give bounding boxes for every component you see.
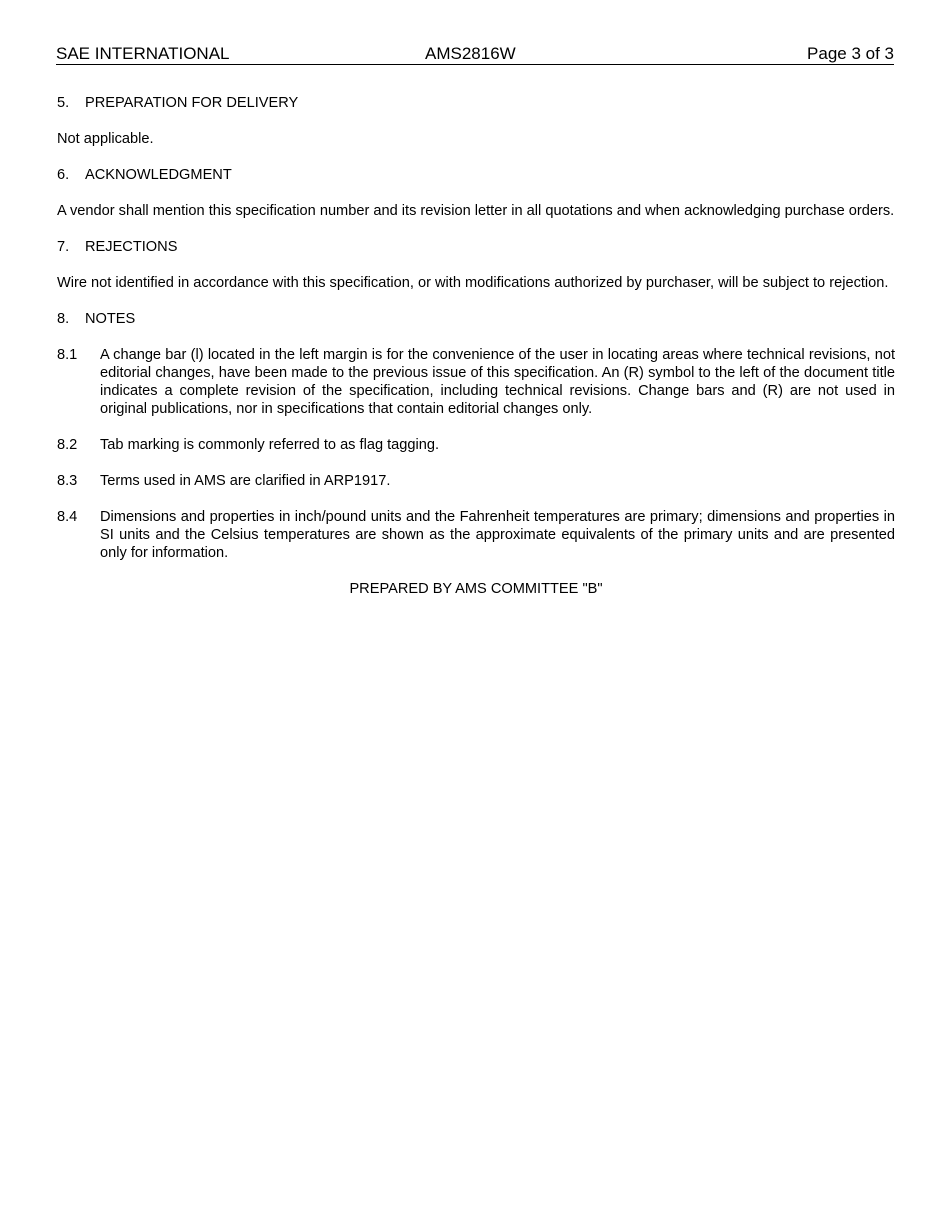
section-number: 5.: [57, 95, 70, 111]
note-number: 8.4: [57, 509, 78, 525]
note-text: A change bar (l) located in the left margin is for the convenience of the user in locating areas where technical revisions, not editorial changes, have been made to the previous issue of this specification. An (R) symbol to the left of the document title indicates a complete revision of the specification, including technical revisions. Change bars and (R) are not used in original publications, nor in specifications that contain editorial changes only.: [100, 347, 895, 417]
note-8-1: [57, 346, 895, 418]
note-8-2: [57, 436, 895, 454]
note-8-4: [57, 508, 895, 562]
note-text: Terms used in AMS are clarified in ARP1917.: [100, 473, 391, 489]
section-title: ACKNOWLEDGMENT: [85, 167, 232, 183]
header-page-number: Page 3 of 3: [807, 44, 894, 63]
section-number: 6.: [57, 167, 70, 183]
section-number: 8.: [57, 311, 70, 327]
note-text: Dimensions and properties in inch/pound units and the Fahrenheit temperatures are primary; dimensions and properties in SI units and the Celsius temperatures are shown as the approximate equivalents of the primary units and are presented only for information.: [100, 509, 895, 561]
section-5-body: Not applicable.: [57, 131, 154, 147]
header-org: SAE INTERNATIONAL: [56, 44, 230, 63]
section-5-heading: [57, 94, 895, 112]
section-7-heading: [57, 238, 895, 256]
prepared-by-line: PREPARED BY AMS COMMITTEE "B": [349, 581, 603, 597]
header-doc-number: AMS2816W: [425, 44, 516, 63]
note-number: 8.3: [57, 473, 78, 489]
note-number: 8.2: [57, 437, 78, 453]
document-body: [57, 94, 895, 598]
section-6-body: A vendor shall mention this specification number and its revision letter in all quotations and when acknowledging purchase orders.: [57, 203, 895, 219]
section-title: NOTES: [85, 311, 136, 327]
section-title: REJECTIONS: [85, 239, 178, 255]
section-6-heading: [57, 166, 895, 184]
note-8-3: [57, 472, 895, 490]
section-number: 7.: [57, 239, 70, 255]
page-header: [56, 43, 894, 65]
section-7-body: Wire not identified in accordance with this specification, or with modifications authorized by purchaser, will be subject to rejection.: [57, 275, 889, 291]
note-number: 8.1: [57, 347, 78, 363]
section-title: PREPARATION FOR DELIVERY: [85, 95, 299, 111]
note-text: Tab marking is commonly referred to as flag tagging.: [100, 437, 440, 453]
section-8-heading: [57, 310, 895, 328]
